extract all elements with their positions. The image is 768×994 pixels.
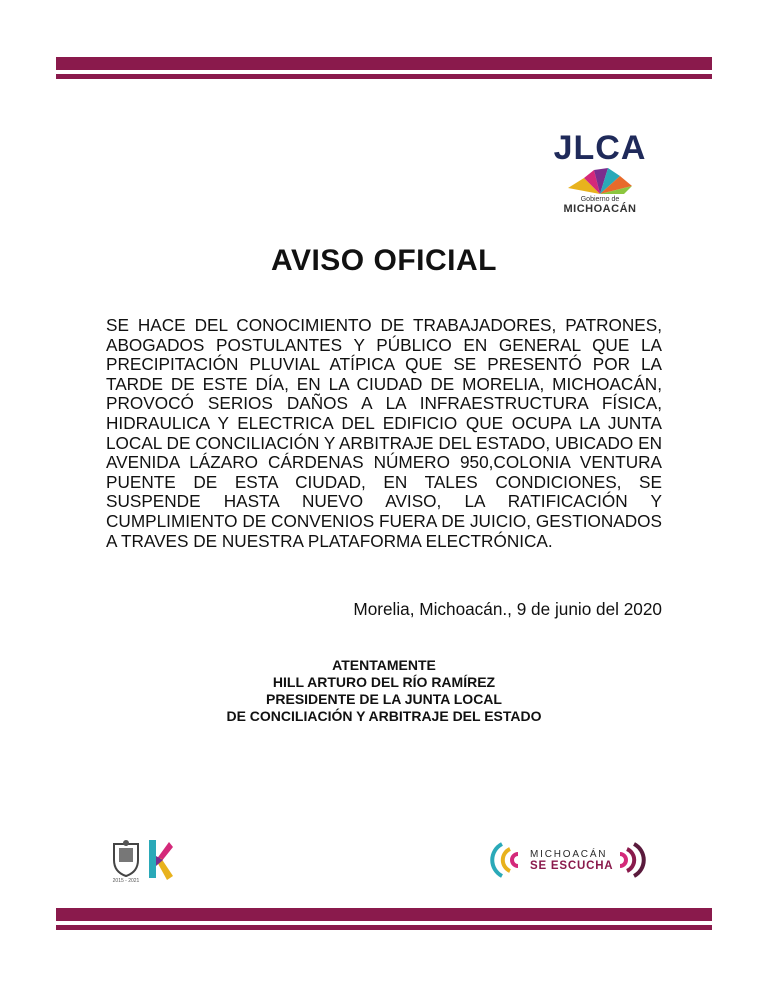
sound-waves-left-icon <box>488 840 528 880</box>
signature-role: PRESIDENTE DE LA JUNTA LOCAL <box>266 691 502 707</box>
state-seal-logo <box>108 838 144 883</box>
signature-institution: DE CONCILIACIÓN Y ARBITRAJE DEL ESTADO <box>226 708 542 724</box>
sound-waves-right-icon <box>614 840 648 880</box>
signature-name: HILL ARTURO DEL RÍO RAMÍREZ <box>272 674 496 690</box>
date-line: Morelia, Michoacán., 9 de junio del 2020 <box>353 599 662 619</box>
jlca-state: MICHOACÁN <box>563 203 637 215</box>
k-icon <box>147 838 173 882</box>
k-logo <box>147 838 173 887</box>
signature-closing: ATENTAMENTE <box>332 657 436 673</box>
jlca-logo <box>548 130 652 220</box>
footer-band <box>56 908 712 930</box>
escucha-line1: MICHOACÁN <box>530 849 608 860</box>
jlca-subtitle: Gobierno de <box>580 196 620 203</box>
signature-block <box>0 657 768 725</box>
escucha-line2: SE ESCUCHA <box>530 860 614 872</box>
michoacan-se-escucha-logo <box>488 840 648 880</box>
seal-icon <box>108 838 144 878</box>
seal-years: 2015 - 2021 <box>112 878 140 884</box>
michoacan-flower-icon <box>564 166 636 196</box>
notice-body: SE HACE DEL CONOCIMIENTO DE TRABAJADORES, PATRONES, ABOGADOS POSTULANTES Y PÚBLICO EN GENERAL QUE LA PRECIPITACIÓN PLUVIAL ATÍPICA QUE SE PRESENTÓ POR LA TARDE DE ESTE DÍA, EN LA CIUDAD DE MORELIA, MICHOACÁN, PROVOCÓ SERIOS DAÑOS A LA INFRAESTRUCTURA FÍSICA, HIDRAULICA Y ELECTRICA DEL EDIFICIO QUE OCUPA LA JUNTA LOCAL DE CONCILIACIÓN Y ARBITRAJE DEL ESTADO, UBICADO EN AVENIDA LÁZARO CÁRDENAS NÚMERO 950,COLONIA VENTURA PUENTE DE ESTA CIUDAD, EN TALES CONDICIONES, SE SUSPENDE HASTA NUEVO AVISO, LA RATIFICACIÓN Y CUMPLIMIENTO DE CONVENIOS FUERA DE JUICIO, GESTIONADOS A TRAVES DE NUESTRA PLATAFORMA ELECTRÓNICA. <box>106 315 662 551</box>
jlca-acronym: JLCA <box>553 129 647 167</box>
header-band <box>56 57 712 79</box>
page-title: AVISO OFICIAL <box>271 244 497 277</box>
